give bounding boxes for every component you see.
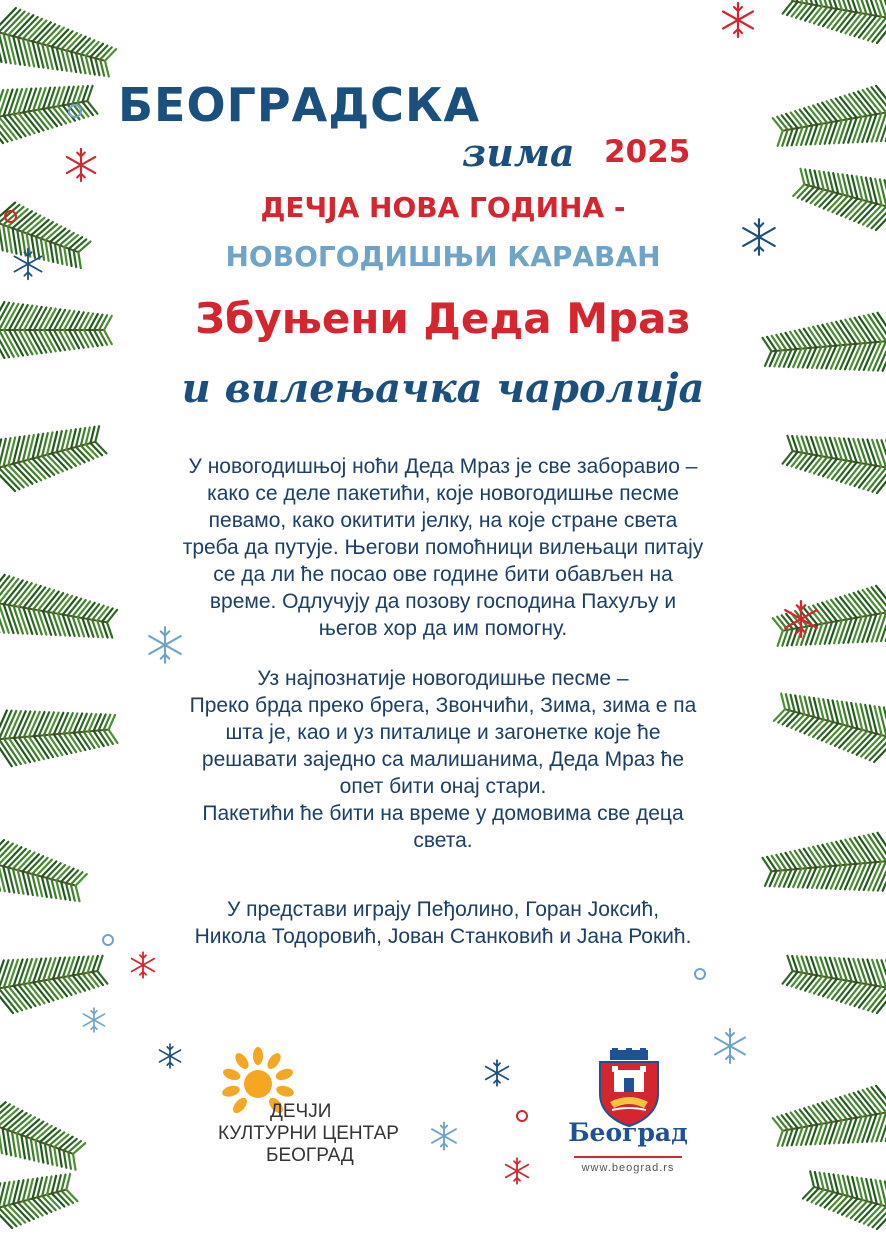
snowflake-icon <box>428 1120 460 1152</box>
pine-branch <box>0 701 119 768</box>
pine-branch <box>0 414 110 496</box>
decor-dot <box>516 1110 528 1122</box>
decor-dot <box>694 968 706 980</box>
paragraph-story <box>120 453 766 642</box>
dkc-line2: КУЛТУРНИ ЦЕНТАР <box>218 1123 399 1144</box>
show-title: Збуњени Деда Мраз <box>195 294 691 343</box>
pine-branch <box>0 1165 80 1232</box>
subtitle-blue: НОВОГОДИШЊИ КАРАВАН <box>225 240 661 273</box>
dkc-logo-text <box>218 1101 408 1167</box>
pine-branch <box>780 423 886 496</box>
show-subtitle: и вилењачка чаролија <box>181 365 705 412</box>
paragraph-songs <box>120 665 766 854</box>
snowflake-icon <box>156 1042 184 1070</box>
paragraph-line: се да ли ће посао ове године бити обављен на <box>213 563 673 586</box>
snowflake-icon <box>62 146 100 184</box>
paragraph-line: Пакетићи ће бити на време у домовима све деца <box>202 802 684 825</box>
pine-branch <box>0 835 90 912</box>
title-beogradska: БЕОГРАДСКА <box>118 78 481 132</box>
paragraph-line: Никола Тодоровић, Јован Станковић и Јана Рокић. <box>194 925 692 948</box>
paragraph-line: У новогодишњој ноћи Деда Мраз је све заборавио – <box>188 455 698 478</box>
snowflake-icon <box>128 950 158 980</box>
subtitle-red <box>0 191 886 224</box>
paragraph-line: шта је, као и уз питалице и загонетке које ће <box>225 721 661 744</box>
subtitle-red-text: ДЕЧЈА НОВА ГОДИНА - <box>260 191 626 224</box>
snowflake-icon <box>80 1006 108 1034</box>
paragraph-line: његов хор да им помогну. <box>318 617 568 640</box>
paragraph-line: света. <box>413 829 473 852</box>
pine-branch <box>780 0 886 46</box>
title-zima: зима <box>462 130 575 175</box>
paragraph-line: У представи играју Пеђолино, Горан Јоксић, <box>226 898 660 921</box>
paragraph-line: Преко брда преко брега, Звончићи, Зима, зима е па <box>189 694 697 717</box>
paragraph-line: Уз најпознатије новогодишње песме – <box>257 667 629 690</box>
snowflake-icon <box>718 0 758 40</box>
paragraph-line: време. Одлучују да позову господина Пахуљу и <box>209 590 677 613</box>
dkc-line1: ДЕЧЈИ <box>270 1101 332 1122</box>
snowflake-icon <box>482 1058 512 1088</box>
city-underline <box>574 1156 682 1158</box>
decor-dot <box>102 934 114 946</box>
pine-branch <box>800 1161 886 1233</box>
pine-branch <box>0 571 120 652</box>
paragraph-line: треба да путује. Његови помоћници вилењаци питају <box>182 536 704 559</box>
paragraph-cast <box>120 896 766 950</box>
pine-branch <box>770 83 886 160</box>
pine-branch <box>0 1096 89 1180</box>
city-url: www.beograd.rs <box>581 1162 675 1174</box>
snowflake-icon <box>710 1026 750 1066</box>
dkc-line3: БЕОГРАД <box>266 1145 354 1166</box>
paragraph-line: како се деле пакетићи, које новогодишње песме <box>207 482 679 505</box>
snowflake-icon <box>502 1156 532 1186</box>
paragraph-line: решавати заједно са малишанима, Деда Мраз ће <box>201 748 685 771</box>
pine-branch <box>0 3 120 90</box>
title-year: 2025 <box>604 134 691 170</box>
pine-branch <box>770 1083 886 1160</box>
belgrade-crest-icon <box>594 1048 664 1128</box>
city-name: Београд <box>568 1118 688 1147</box>
pine-branch <box>761 831 886 901</box>
pine-branch <box>780 943 886 1016</box>
pine-branch <box>770 680 886 767</box>
paragraph-line: певамо, како окитити јелку, на које стране света <box>208 509 678 532</box>
snowflake-icon <box>780 598 822 640</box>
pine-branch <box>0 73 100 146</box>
paragraph-line: опет бити онај стари. <box>339 775 547 798</box>
decor-dot <box>68 104 82 118</box>
